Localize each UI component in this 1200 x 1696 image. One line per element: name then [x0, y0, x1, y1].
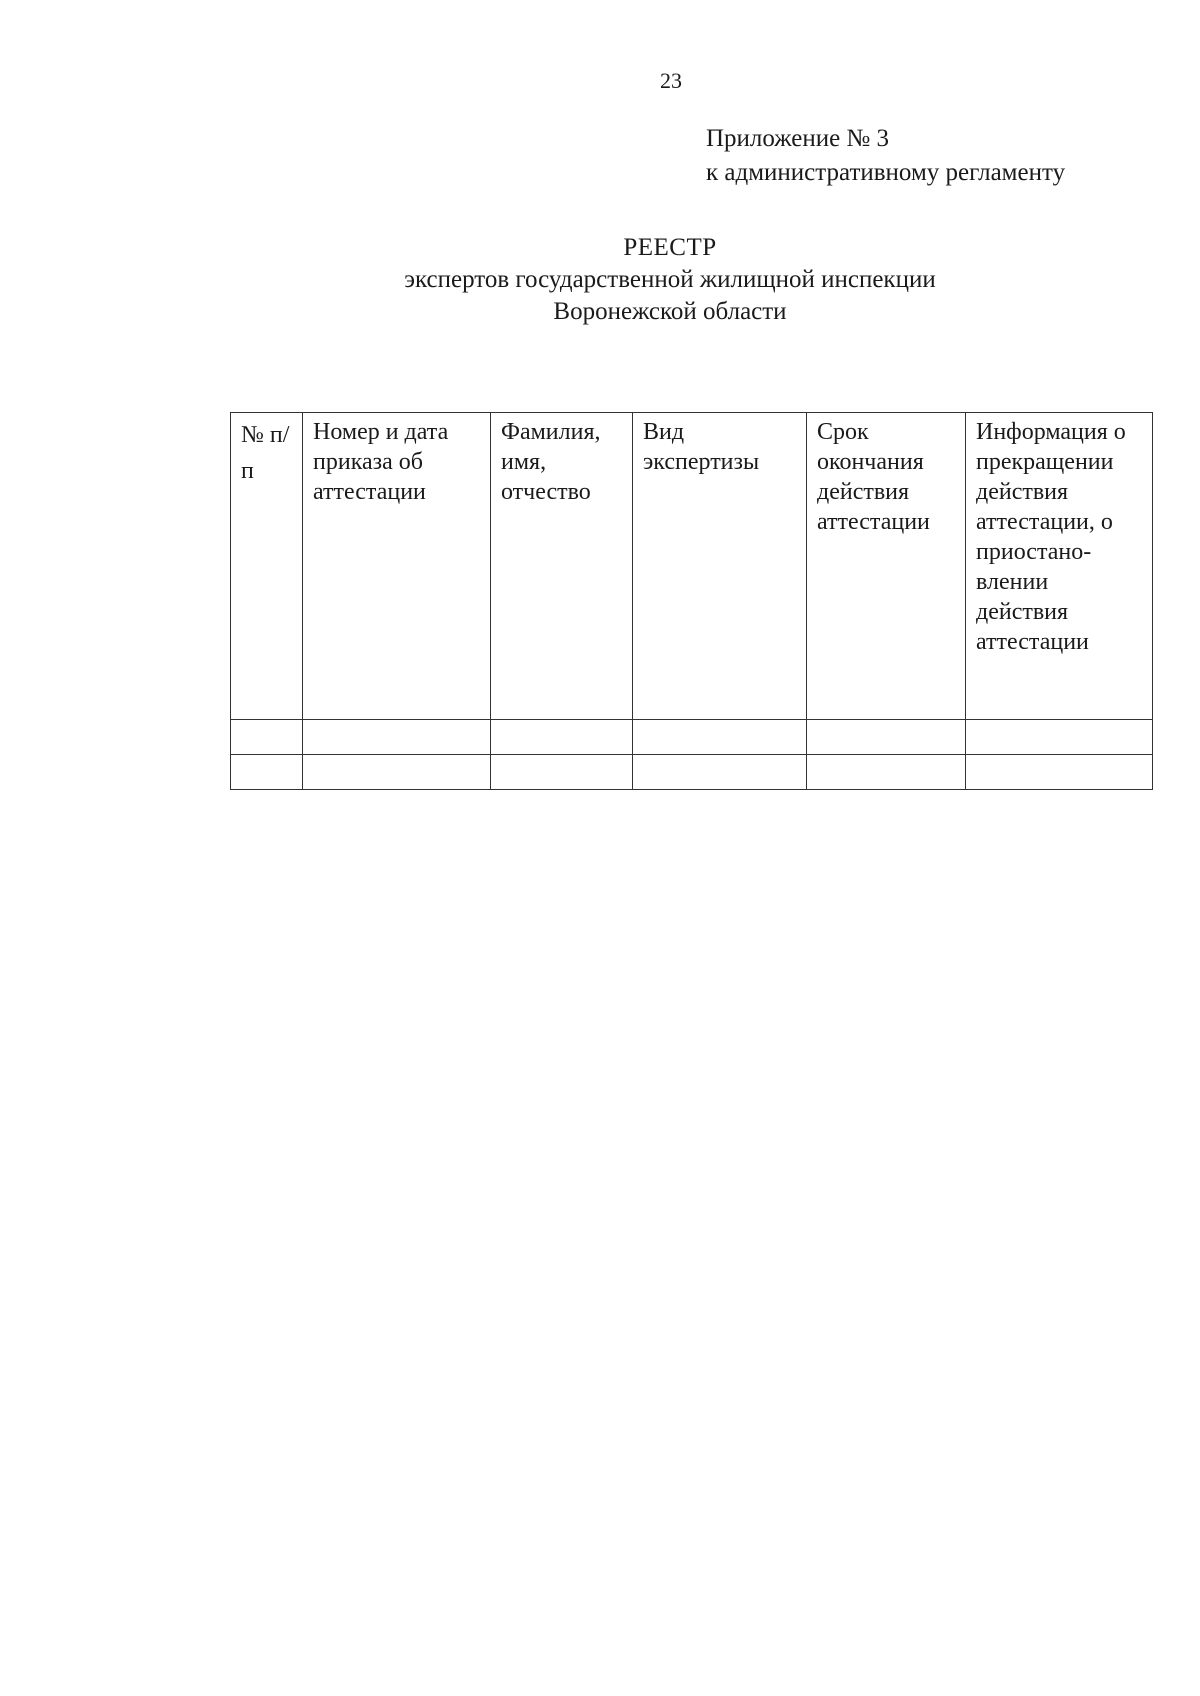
document-heading	[340, 232, 1000, 328]
header-cell-full-name: Фамилия, имя, отчество	[491, 413, 633, 720]
table-cell	[807, 720, 966, 755]
header-cell-termination-info: Информация о прекращении действия аттестации, о приостано-влении действия аттестации	[966, 413, 1153, 720]
table-row	[231, 755, 1153, 790]
table-cell	[231, 720, 303, 755]
heading-subtitle-line-2: Воронежской области	[553, 298, 787, 325]
table-cell	[807, 755, 966, 790]
appendix-line-2: к административному регламенту	[706, 159, 1066, 186]
table-cell	[303, 720, 491, 755]
table-cell	[633, 755, 807, 790]
header-cell-expertise-type: Вид экспертизы	[633, 413, 807, 720]
appendix-line-1: Приложение № 3	[706, 125, 890, 152]
table-cell	[966, 755, 1153, 790]
heading-subtitle-line-1: экспертов государственной жилищной инспекции	[404, 266, 936, 293]
table-cell	[231, 755, 303, 790]
heading-title: РЕЕСТР	[623, 234, 717, 261]
page-number: 23	[660, 68, 682, 93]
header-cell-order: Номер и дата приказа об аттестации	[303, 413, 491, 720]
table-row	[231, 720, 1153, 755]
header-cell-expiry: Срок окончания действия аттестации	[807, 413, 966, 720]
table-cell	[303, 755, 491, 790]
header-cell-number: № п/п	[231, 413, 303, 720]
appendix-note	[706, 122, 1065, 190]
table-cell	[491, 755, 633, 790]
table-cell	[966, 720, 1153, 755]
registry-table	[230, 412, 1153, 790]
table-cell	[633, 720, 807, 755]
table-header-row	[231, 413, 1153, 720]
table-cell	[491, 720, 633, 755]
